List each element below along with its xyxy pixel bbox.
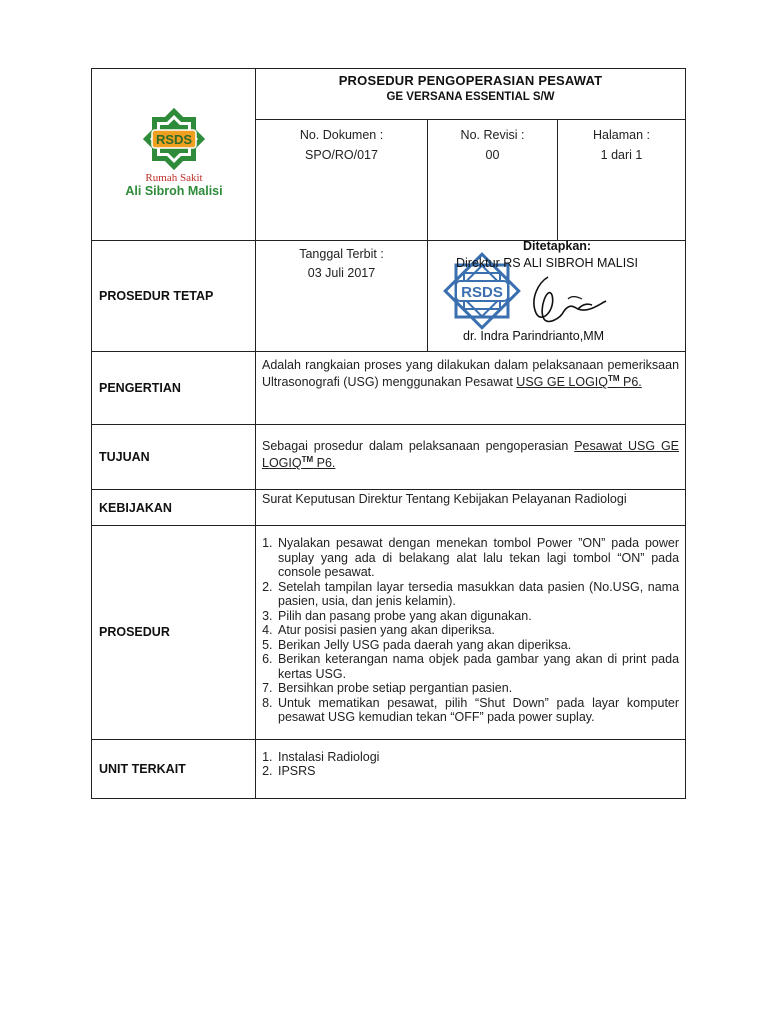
halaman-label: Halaman : xyxy=(593,128,650,142)
spo-document-table xyxy=(91,68,686,799)
prosedur-step: 8. Untuk mematikan pesawat, pilih “Shut Down” pada layar komputer pesawat USG kemudian tekan “OFF” pada power suplay. xyxy=(276,696,679,725)
kebijakan-text: Surat Keputusan Direktur Tentang Kebijakan Pelayanan Radiologi xyxy=(256,490,686,526)
pengertian-label: PENGERTIAN xyxy=(92,352,256,425)
no-dokumen-label: No. Dokumen : xyxy=(299,128,384,142)
tanggal-terbit-cell xyxy=(256,241,428,352)
no-revisi-cell xyxy=(428,120,558,241)
no-dokumen-cell xyxy=(256,120,428,241)
tujuan-text-a: Sebagai prosedur dalam pelaksanaan pengoperasian xyxy=(262,439,575,453)
prosedur-tetap-label: PROSEDUR TETAP xyxy=(92,241,256,352)
tujuan-content xyxy=(256,425,686,490)
prosedur-content xyxy=(256,526,686,740)
prosedur-step: 2. Setelah tampilan layar tersedia masukkan data pasien (No.USG, nama pasien, usia, dan jenis kelamin). xyxy=(276,580,679,609)
hospital-logo-icon xyxy=(109,103,239,203)
penandatangan-name: dr. Indra Parindrianto,MM xyxy=(463,329,605,343)
signature-icon xyxy=(508,269,618,329)
prosedur-label: PROSEDUR xyxy=(92,526,256,740)
no-revisi-label: No. Revisi : xyxy=(460,128,525,142)
tujuan-text-b: P6. xyxy=(313,456,336,471)
ditetapkan-cell xyxy=(428,241,686,352)
pengertian-text-underlined xyxy=(516,375,642,389)
hospital-logo-cell xyxy=(92,69,256,241)
tujuan-label: TUJUAN xyxy=(92,425,256,490)
prosedur-steps-list xyxy=(260,536,679,725)
pengertian-text-a: Adalah rangkaian proses yang dilakukan dalam pelaksanaan pemeriksaan Ultrasonografi (USG) menggunakan Pesawat xyxy=(262,358,680,390)
tujuan-tm: TM xyxy=(301,455,314,464)
unit-terkait-list xyxy=(260,750,679,779)
ditetapkan-text: Ditetapkan: xyxy=(523,239,592,253)
unit-terkait-content xyxy=(256,739,686,798)
pengertian-tm: TM xyxy=(607,374,620,383)
stamp-text: RSDS xyxy=(461,284,503,301)
direktur-text: Direktur RS ALI SIBROH MALISI xyxy=(456,256,638,270)
kebijakan-label: KEBIJAKAN xyxy=(92,490,256,526)
document-title-cell xyxy=(256,69,686,120)
logo-line1: Rumah Sakit xyxy=(144,172,203,184)
document-title: PROSEDUR PENGOPERASIAN PESAWAT xyxy=(338,73,603,88)
tanggal-terbit-label: Tanggal Terbit : xyxy=(299,247,384,261)
pengertian-text-b: P6. xyxy=(619,375,642,390)
prosedur-step: 1. Nyalakan pesawat dengan menekan tombol Power ”ON” pada power suplay yang ada di belakang alat lalu tekan lagi tombol “ON” pada console pesawat. xyxy=(276,536,679,580)
pengertian-text-u: USG GE LOGIQ xyxy=(516,375,608,390)
no-revisi-value: 00 xyxy=(485,148,500,162)
logo-line2: Ali Sibroh Malisi xyxy=(124,184,223,198)
logo-badge-text: RSDS xyxy=(155,132,192,147)
prosedur-step: 3. Pilih dan pasang probe yang akan digunakan. xyxy=(276,609,679,624)
unit-terkait-item: 2. IPSRS xyxy=(276,764,679,779)
unit-terkait-label: UNIT TERKAIT xyxy=(92,739,256,798)
document-subtitle: GE VERSANA ESSENTIAL S/W xyxy=(386,91,555,103)
prosedur-step: 7. Bersihkan probe setiap pergantian pasien. xyxy=(276,681,679,696)
prosedur-step: 6. Berikan keterangan nama objek pada gambar yang akan di print pada kertas USG. xyxy=(276,652,679,681)
tujuan-text-u: Pesawat USG GE LOGIQ xyxy=(262,439,680,471)
pengertian-content xyxy=(256,352,686,425)
prosedur-step: 4. Atur posisi pasien yang akan diperiksa. xyxy=(276,623,679,638)
halaman-cell xyxy=(558,120,686,241)
no-dokumen-value: SPO/RO/017 xyxy=(305,148,378,162)
halaman-value: 1 dari 1 xyxy=(600,148,643,162)
tanggal-terbit-value: 03 Juli 2017 xyxy=(307,266,376,280)
unit-terkait-item: 1. Instalasi Radiologi xyxy=(276,750,679,765)
prosedur-step: 5. Berikan Jelly USG pada daerah yang akan diperiksa. xyxy=(276,638,679,653)
